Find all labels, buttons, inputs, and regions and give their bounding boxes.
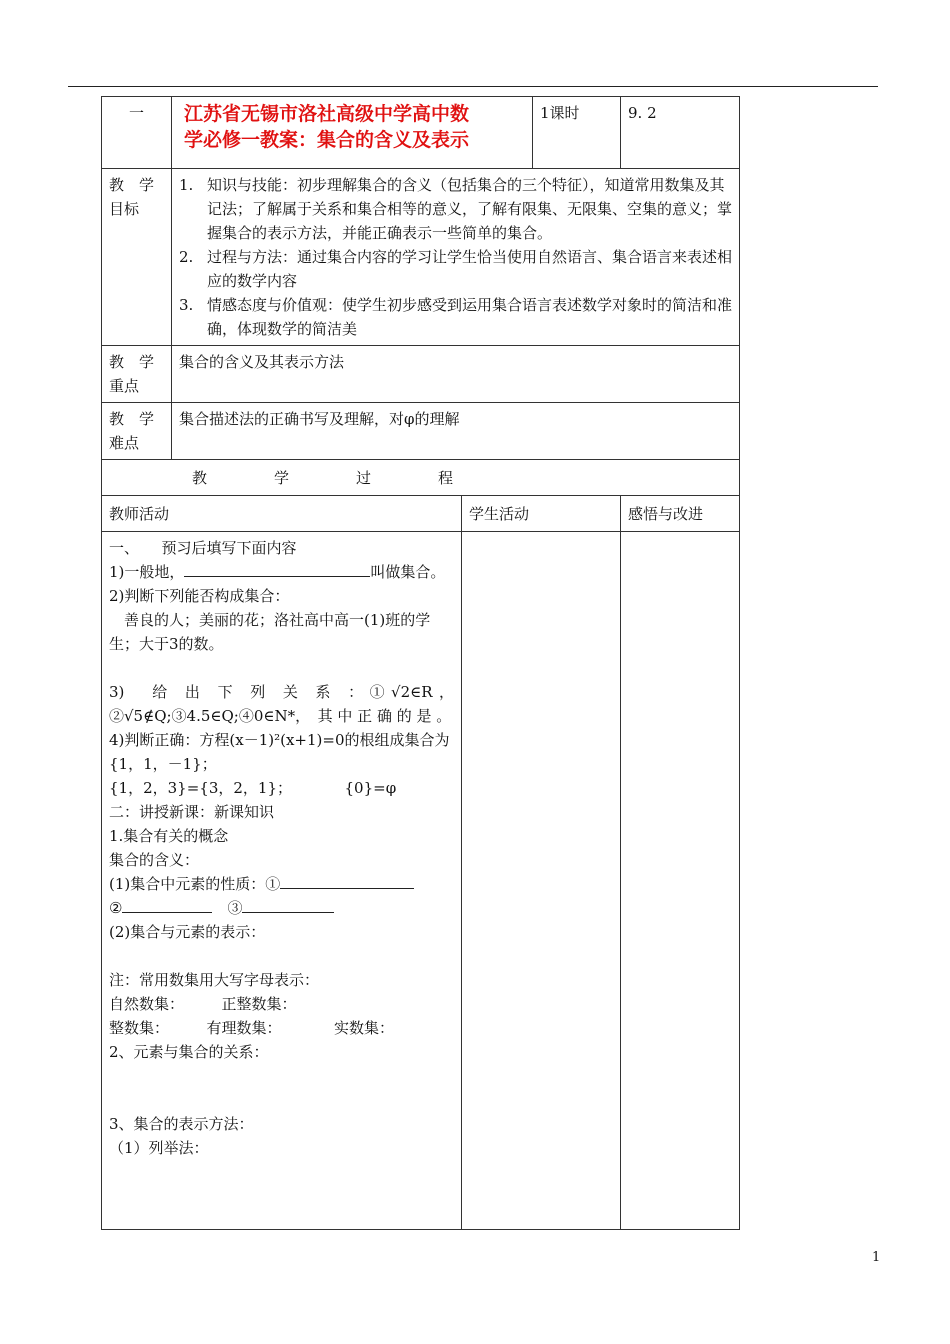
teacher-activity-content: 一、 预习后填写下面内容 1)一般地， 叫做集合。 2)判断下列能否构成集合： 善良的人；美丽的花；洛社高中高一(1)班的学生；大于3的数。 3) 给 出 下 列 关 系 ：①√2∈R，②√5∉Q;③4.5∈Q;④0∈N*， 其 中 正 确 的 是 。 4)判断正确：方程(x－1)²(x+1)=0的根组成集合为{1，1，－1}； {1，2，3}={3，2，1}； {0}=φ 二：讲授新课：新课知识 1.集合有关的概念 集合的含义： (1)集合中元素的性质：① ② ③ (2)集合与元素的表示： 注：常用数集用大写字母表示： 自然数集： 正整数集： 整数集： 有理数集： 实数集： 2、元素与集合的关系： 3、集合的表示方法： （1）列举法： — [102, 532, 462, 1230]
goal-item: 3. 情感态度与价值观：使学生初步感受到运用集合语言表述数学对象时的简洁和准确，体现数学的简洁美 — [179, 296, 733, 338]
column-header-row — [102, 496, 740, 532]
difficulty-label: 教 学 难点 — [102, 403, 172, 460]
reflection-content — [621, 532, 740, 1230]
student-activity-content — [462, 532, 621, 1230]
process-title: 教 学 过 程 — [102, 460, 740, 496]
blank-line — [280, 873, 414, 889]
goal-item: 1. 知识与技能：初步理解集合的含义（包括集合的三个特征），知道常用数集及其记法；了解属于关系和集合相等的意义，了解有限集、无限集、空集的意义；掌握集合的表示方法，并能正确表示一些简单的集合。 — [179, 176, 733, 242]
blank-line — [242, 897, 334, 913]
date-cell: 9. 2 — [621, 97, 740, 169]
title-row — [102, 97, 740, 169]
focus-row — [102, 346, 740, 403]
title-first-cell: 一 — [102, 97, 172, 169]
page-number: 1 — [872, 1250, 881, 1265]
blank-line — [122, 897, 212, 913]
lesson-title: 江苏省无锡市洛社高级中学高中数 学必修一教案：集合的含义及表示 — [172, 97, 533, 169]
activity-row — [102, 532, 740, 1230]
blank-line — [184, 561, 370, 577]
goals-label: 教 学 目标 — [102, 169, 172, 346]
period-cell: 1课时 — [533, 97, 621, 169]
lesson-plan-table — [101, 96, 740, 1230]
goals-content — [172, 169, 740, 346]
goals-row — [102, 169, 740, 346]
header-rule — [68, 86, 878, 87]
goal-item: 2. 过程与方法：通过集合内容的学习让学生恰当使用自然语言、集合语言来表述相应的数学内容 — [179, 248, 733, 290]
difficulty-row — [102, 403, 740, 460]
focus-text: 集合的含义及其表示方法 — [172, 346, 740, 403]
teacher-activity-header: 教师活动 — [102, 496, 462, 532]
reflection-header: 感悟与改进 — [621, 496, 740, 532]
focus-label: 教 学 重点 — [102, 346, 172, 403]
process-title-row — [102, 460, 740, 496]
difficulty-text: 集合描述法的正确书写及理解，对φ的理解 — [172, 403, 740, 460]
student-activity-header: 学生活动 — [462, 496, 621, 532]
